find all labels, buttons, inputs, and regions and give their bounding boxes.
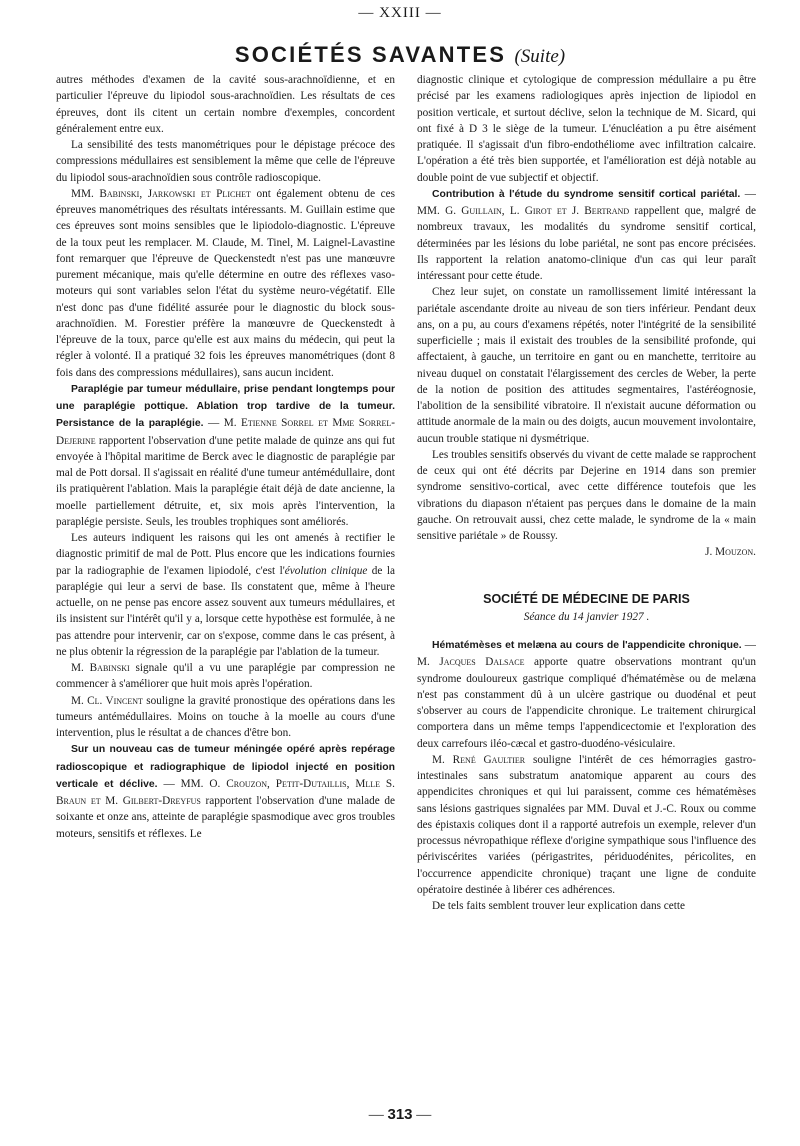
paragraph xyxy=(56,186,395,381)
communication xyxy=(417,186,756,285)
paragraph: La sensibilité des tests manométriques pour le dépistage précoce des compressions médullaires est sensiblement la même que celle de l'épreuve du lipiodol sous-arachnoïdien sous contrôle radioscopique. xyxy=(56,139,395,184)
paragraph xyxy=(56,693,395,742)
emphasis: évolution clinique xyxy=(284,564,368,577)
author-names: M. René Gaultier xyxy=(432,753,526,766)
author-names: — M. Jacques Dalsace xyxy=(417,639,756,669)
paragraph: autres méthodes d'examen de la cavité sous-arachnoïdienne, et en particulier l'épreuve du lipiodol sous-arachnoïdien. Les résultats de ces épreuves, dont ils citent un certain nombre d'exemples, concordent généralement entre eux. xyxy=(56,74,395,135)
author-names: — MM. G. Guillain, L. Girot et J. Bertrand xyxy=(417,187,756,217)
session-date: Séance du 14 janvier 1927 . xyxy=(523,610,650,623)
paragraph-text: Les auteurs indiquent les raisons qui les ont amenés à rectifier le diagnostic primitif de mal de Pott. Plus encore que les indications fournies par la radiographie de l'examen lipiodolé, c'est l' xyxy=(56,532,395,577)
paragraph-text: souligne l'intérêt de ces hémorragies gastro-intestinales sans substratum anatomique apparent au cours des appendicites chroniques et qui lui paraissent, comme ces hématémèses sans lésions gastriques signalées par MM. Duval et J.-C. Roux ou comme des épistaxis coliques dont il a rapporté autrefois un exemple, relever d'un processus névropathique réflexe d'origine sympathique sous l'influence des périviscérites variées (périgastrites, périduodénites, péricolites, en l'occurrence appendicite chronique) traçant une ligne de conduite opératoire destinée à libérer ces adhérences. xyxy=(417,753,756,896)
paragraph xyxy=(56,530,395,660)
author-names: MM. Babinski, Jarkowski et Plichet xyxy=(71,187,251,200)
paragraph: Les troubles sensitifs observés du vivant de cette malade se rapprochent de ceux qui ont été décrits par Dejerine en 1914 dans son premier syndrome sensitivo-cortical, avec cette différence toutefois que les vibrations du diapason n'étaient pas perçues dans le domaine de la main gauche. On retrouvait aussi, chez cette malade, le syndrome de la « main sensitive pariétale » de Roussy. xyxy=(417,448,756,542)
paragraph-text: signale qu'il a vu une paraplégie par compression ne commencer à s'améliorer que huit mois après l'opération. xyxy=(56,662,395,691)
paragraph-text: souligne la gravité pronostique des opérations dans les tumeurs antémédullaires. Moins on touche à la moelle au cours d'une intervention, plus le résultat a de chances d'être bon. xyxy=(56,694,395,739)
author-names: M. Babinski xyxy=(71,662,130,674)
section-title xyxy=(0,42,800,68)
section-title-suite: (Suite) xyxy=(514,46,566,67)
communication-title: Sur un nouveau cas de tumeur méningée opéré après repérage radioscopique et radiographique de lipiodol injecté en position verticale et déclive. xyxy=(56,744,395,790)
paragraph: diagnostic clinique et cytologique de compression médullaire a pu être précisé par les examens radiologiques après injection de lipiodol en position verticale, et surtout déclive, selon la technique de M. Sicard, qui ont fixé à D 3 le siège de la tumeur. L'énucléation a pu être aisément pratiquée. Il s'agissait d'un fibro-endothéliome avec infiltration calcaire. L'opération a été très bien supportée, et l'amélioration est déjà notable au double point de vue subjectif et objectif. xyxy=(417,74,756,184)
paragraph-text: rapportent l'observation d'une malade de soixante et onze ans, atteinte de paraplégie spasmodique avec gros troubles moteurs, sensitifs et réflexes. Le xyxy=(56,795,395,840)
paragraph xyxy=(56,660,395,693)
paragraph: De tels faits semblent trouver leur explication dans cette xyxy=(432,900,686,912)
communication-title: Hématémèses et melæna au cours de l'appendicite chronique. xyxy=(432,640,742,651)
author-names: M. Cl. Vincent xyxy=(71,694,143,707)
right-column xyxy=(417,72,756,1082)
author-names: — M. Etienne Sorrel et Mme Sorrel-Dejerine xyxy=(56,417,395,447)
communication-title: Paraplégie par tumeur médullaire, prise pendant longtemps pour une paraplégie pottique. Ablation trop tardive de la tumeur. Persistance de la paraplégie. xyxy=(56,383,395,430)
author-names: — MM. O. Crouzon, Petit-Dutaillis, Mlle S. Braun et M. Gilbert-Dreyfus xyxy=(56,777,395,807)
roman-page-number: — XXIII — xyxy=(358,5,442,21)
paragraph-text: ont également obtenu de ces épreuves manométriques des résultats intéressants. M. Guillain estime que ces épreuves sont moins sensibles que le lipiodolo-diagnostic. L'épreuve de la toux peut les remplacer. M. Claude, M. Tinel, M. Laignel-Lavastine font remarquer que l'épreuve de Queckenstedt n'est pas une manœuvre purement mécanique, mais qu'elle détermine en outre des réflexes vaso-moteurs qui sont variables selon l'état du système neuro-végétatif. Elle n'est donc pas d'une fidélité assurée pour le diagnostic du block sous-arachnoïdien. M. Forestier préfère la manœuvre de Queckenstedt à l'épreuve de la toux, parce qu'elle est aux mains du médecin, qui peut la régler à volonté. Il a pratiqué 32 fois les épreuves manométriques (dont 8 fois dans des compressions médullaires), sans aucun incident. xyxy=(56,187,395,379)
paragraph-text: rapportent l'observation d'une petite malade de quinze ans qui fut envoyée à l'hôpital maritime de Berck avec le diagnostic de paraplégie par mal de Pott dorsal. Il s'agissait en réalité d'une tumeur antémédullaire, dont ils pratiquèrent l'ablation. Mais la paraplégie était déjà de date ancienne, la moelle partiellement détruite, et, six mois après l'intervention, la paraplégie persiste. Seuls, les troubles trophiques sont améliorés. xyxy=(56,434,395,528)
paragraph-text: de la paraplégie qui leur a servi de base. Ils constatent que, même à l'heure actuelle, on ne pense pas encore assez souvent aux tumeurs médullaires, et ils insistent sur l'intérêt qu'il y a, lorsque cette hypothèse est formulée, à ne pas attendre pour intervenir, car on s'expose, comme dans le cas présent, à ne plus obtenir la régression de la paraplégie par l'ablation de la tumeur. xyxy=(56,564,395,658)
paragraph xyxy=(417,752,756,898)
folio-number: 313 xyxy=(387,1106,413,1123)
paragraph-text: apporte quatre observations montrant qu'un syndrome douloureux gastrique compliqué d'hématémèse ou de melæna n'est pas constamment dû à un ulcère gastrique ou duodénal et peut s'observer au cours de l'appendicite chronique. Le traitement chirurgical comportera dans un même temps l'appendicectomie et l'exploration des deux carrefours iléo-cæcal et gastro-duodéno-vésiculaire. xyxy=(417,656,756,750)
folio-dash: — xyxy=(412,1107,432,1123)
communication-title: Contribution à l'étude du syndrome sensitif cortical pariétal. xyxy=(432,188,741,200)
society-heading: SOCIÉTÉ DE MÉDECINE DE PARIS xyxy=(483,591,690,606)
paragraph: Chez leur sujet, on constate un ramollissement limité intéressant la pariétale ascendante droite au niveau de son tiers inférieur. Pendant deux ans, on a pu, au cours d'examens répétés, noter l'intégrité de la sensibilité superficielle ; mais il existait des troubles de la sensibilité profonde, qui affectaient, à gauche, un territoire en gant ou en manchette, territoire au niveau duquel on constatait l'élargissement des cercles de Weber, la perte de la notion de position des attitudes segmentaires, l'astéréognosie, l'abolition de la sensibilité vibratoire. Il n'existait aucune déformation ou attitude anormale de la main ou des doigts, aucun mouvement involontaire, aucun trouble statique ni dysmétrique. xyxy=(417,286,756,445)
left-column xyxy=(56,72,395,1082)
paragraph-text: rappellent que, malgré de nombreux travaux, les modalités du syndrome sensitif cortical, déterminées par les lésions du lobe pariétal, ne sont pas encore précisées. Ils rapportent la relation anatomo-clinique d'un cas qui leur paraît intéressant pour cette étude. xyxy=(417,205,756,282)
section-title-text: SOCIÉTÉS SAVANTES xyxy=(234,42,507,67)
communication xyxy=(417,637,756,752)
communication xyxy=(56,381,395,530)
signature: J. Mouzon. xyxy=(705,546,756,559)
communication xyxy=(56,741,395,842)
two-column-body xyxy=(56,72,756,1082)
folio-dash: — xyxy=(368,1107,388,1123)
page-folio xyxy=(0,1106,800,1124)
